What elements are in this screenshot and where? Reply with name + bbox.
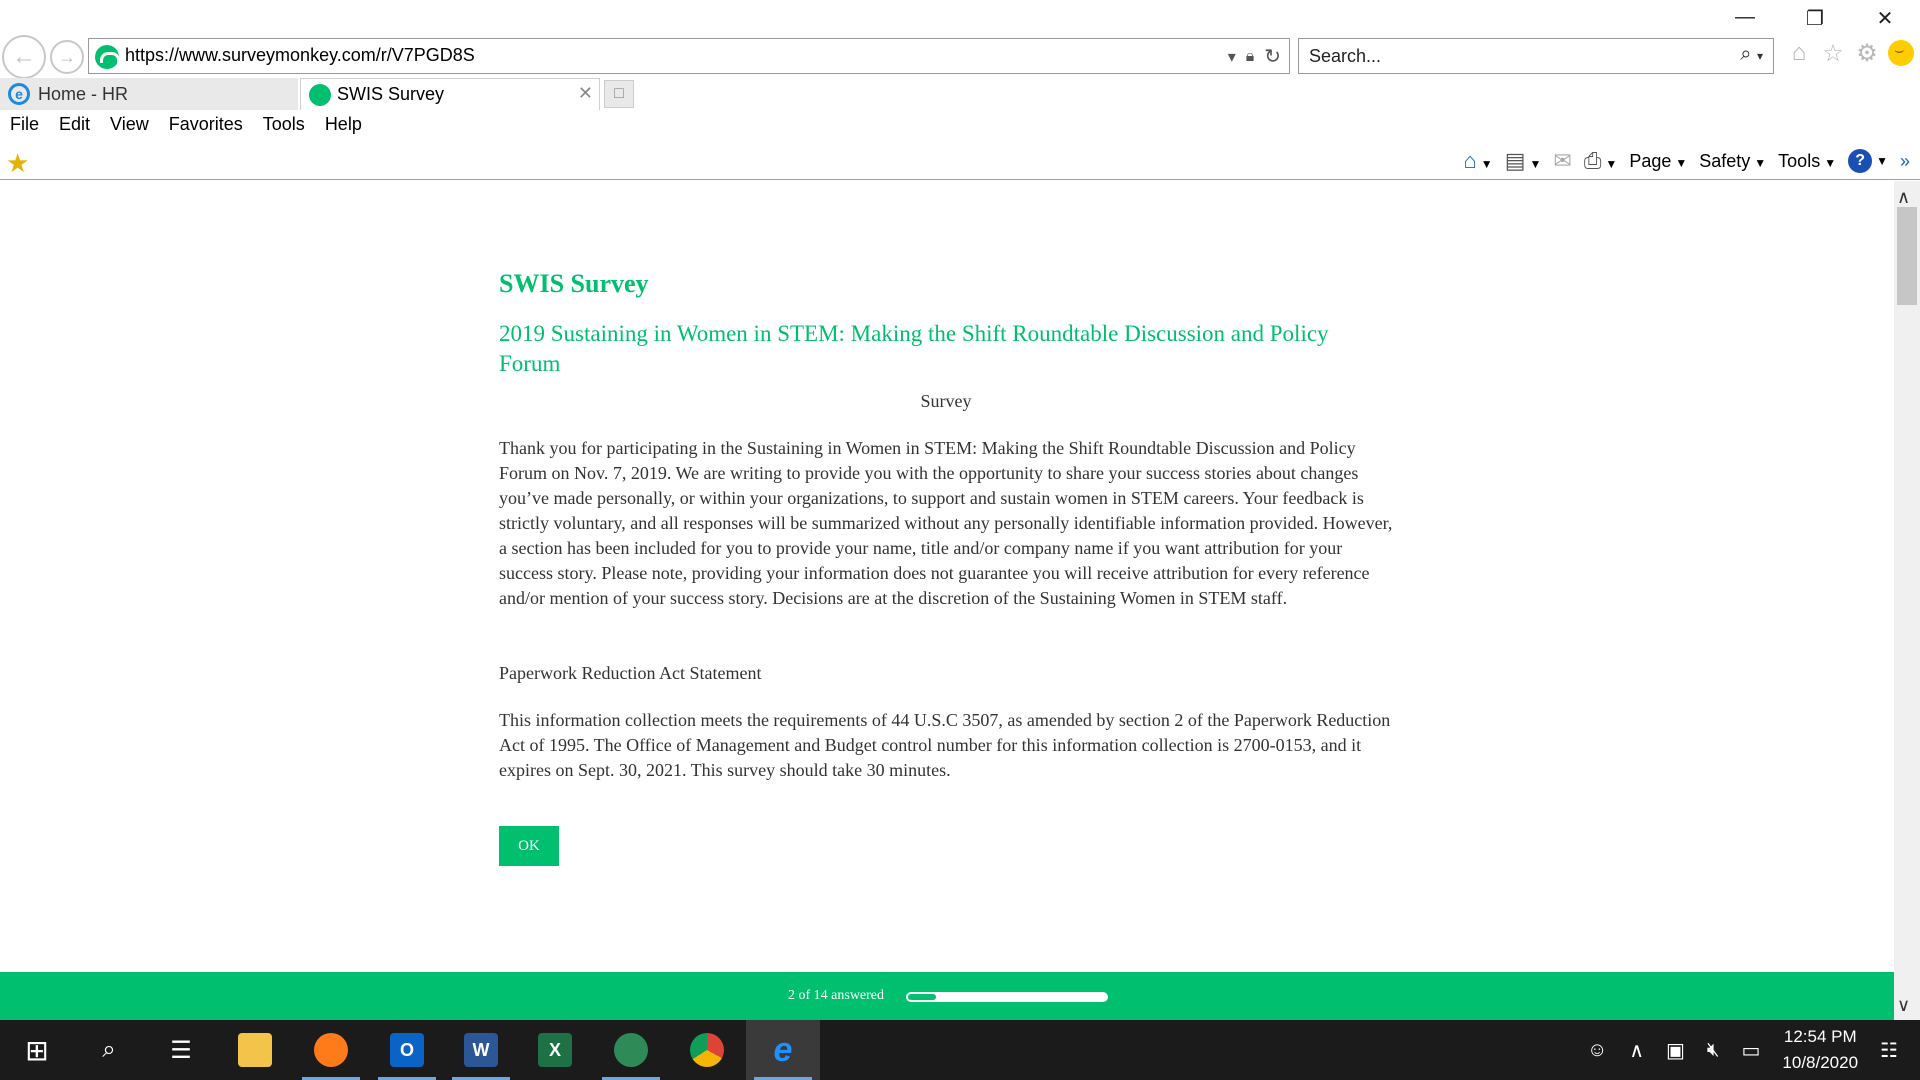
page-content [0,181,1894,971]
command-bar [1464,148,1911,174]
file-explorer-button[interactable] [218,1020,292,1080]
address-bar-icons [1228,44,1281,69]
notifications-icon[interactable]: ☷ [1880,1039,1898,1062]
scroll-down-icon[interactable]: ∨ [1897,995,1911,1015]
tab-strip [0,78,1920,110]
menu-view[interactable]: View [110,114,149,134]
progress-fill [908,994,936,1000]
favorites-star-icon[interactable]: ☆ [1822,39,1844,67]
survey-intro-text: Thank you for participating in the Sustaining in Women in STEM: Making the Shift Roundtable Discussion and Policy Forum on Nov. 7, 2019. We are writing to provide you with the opportunity to share your success stories about changes you’ve made personally, or within your organizations, to support and sustain women in STEM careers. Your feedback is strictly voluntary, and all responses will be summarized without any personally identifiable information provided. However, a section has been included for you to provide your name, title and/or company name if you want attribution for your success story. Please note, providing your information does not guarantee you will receive attribution for every reference and/or mention of your success story. Decisions are at the discretion of the Sustaining Women in STEM staff. [499,438,1393,608]
task-view-button[interactable] [144,1020,218,1080]
menu-tools[interactable]: Tools [262,114,305,134]
vertical-scrollbar[interactable] [1894,181,1920,1020]
globe-app-button[interactable] [594,1020,668,1080]
search-box[interactable] [1298,38,1774,74]
surveymonkey-favicon-icon [95,45,119,69]
settings-gear-icon[interactable]: ⚙ [1856,39,1878,67]
survey-title: SWIS Survey [499,269,649,298]
new-tab-icon: □ [614,85,624,102]
windows-logo-icon: ⊞ [25,1034,49,1066]
progress-track [906,992,1108,1002]
network-icon[interactable]: ▣ [1666,1039,1685,1062]
survey-container [499,269,1393,866]
safety-menu[interactable]: Safety ▼ [1699,150,1767,171]
ie-icon: e [8,83,30,105]
excel-button[interactable] [518,1020,592,1080]
new-tab-button[interactable] [604,80,634,108]
tab-home-hr[interactable] [0,78,298,110]
window-controls [1710,6,1920,31]
survey-subtitle: 2019 Sustaining in Women in STEM: Making the Shift Roundtable Discussion and Policy Forum [499,321,1329,376]
mail-icon[interactable]: ✉ [1553,148,1572,173]
address-bar[interactable] [88,38,1290,74]
forward-arrow-icon: → [58,46,76,67]
pra-text: This information collection meets the requirements of 44 U.S.C 3507, as amended by section 2 of the Paperwork Reduction Act of 1995. The Office of Management and Budget control number for this information collection is 2700-0153, and it expires on Sept. 30, 2021. This survey should take 30 minutes. [499,710,1391,780]
survey-progress-bar [0,972,1894,1020]
ie-taskbar-button[interactable] [746,1020,820,1080]
tools-menu[interactable]: Tools ▼ [1778,150,1837,171]
help-menu[interactable]: ? ▼ [1848,149,1888,173]
windows-taskbar [0,1020,1920,1080]
task-view-icon: ☰ [170,1036,192,1064]
internet-explorer-icon: e [773,1030,793,1069]
menu-file[interactable]: File [10,114,40,134]
chevron-more-icon[interactable]: » [1899,150,1910,171]
refresh-icon[interactable]: ↻ [1264,46,1281,68]
menu-help[interactable]: Help [324,114,362,134]
restore-icon[interactable]: ❐ [1806,8,1824,30]
minimize-icon[interactable]: — [1735,6,1755,28]
people-icon[interactable]: ☺ [1586,1038,1608,1061]
show-hidden-icons-chevron-icon[interactable]: ∧ [1629,1039,1644,1062]
tools-menu-label: Tools [1778,150,1821,171]
forward-button[interactable] [50,40,84,74]
favorites-command-bar [0,146,1920,180]
home-page-icon[interactable]: ⌂ ▼ [1463,148,1493,173]
print-icon[interactable]: ⎙ ▼ [1583,148,1618,173]
feedback-smiley-icon[interactable] [1888,40,1914,66]
back-arrow-icon: ← [12,43,36,70]
menu-edit[interactable]: Edit [59,114,91,134]
browser-chrome [0,0,1920,180]
system-tray [1587,1020,1920,1080]
battery-icon[interactable]: ▭ [1741,1039,1761,1062]
search-input[interactable]: Search... [1309,46,1382,66]
folder-icon [238,1033,272,1067]
pra-heading: Paperwork Reduction Act Statement [499,663,762,683]
menu-bar [0,114,372,140]
close-tab-icon[interactable]: ✕ [577,83,593,103]
word-button[interactable] [444,1020,518,1080]
close-window-icon[interactable]: ✕ [1876,8,1894,30]
page-menu-label: Page [1629,150,1672,171]
ok-button[interactable]: OK [499,826,559,866]
address-row [0,34,1920,78]
dropdown-icon[interactable]: ▾ [1227,48,1236,66]
surveymonkey-icon [309,84,331,106]
progress-text: 2 of 14 answered [788,988,885,1003]
chrome-icon [690,1033,724,1067]
clock-date: 10/8/2020 [1782,1053,1859,1072]
firefox-button[interactable] [294,1020,368,1080]
outlook-button[interactable] [370,1020,444,1080]
search-button[interactable] [72,1020,146,1080]
clock-time: 12:54 PM [1783,1027,1857,1046]
outlook-icon: O [390,1033,424,1067]
back-button[interactable] [2,35,46,79]
home-icon[interactable]: ⌂ [1791,39,1807,66]
scrollbar-thumb[interactable] [1897,207,1917,305]
lock-icon[interactable]: 🔒︎ [1245,47,1255,65]
excel-icon: X [538,1033,572,1067]
page-menu[interactable]: Page ▼ [1629,150,1688,171]
survey-label: Survey [920,391,972,411]
chrome-button[interactable] [670,1020,744,1080]
tab-swis-survey[interactable] [300,78,600,110]
clock[interactable] [1782,1024,1858,1076]
taskbar-search-icon: ⌕ [102,1036,116,1063]
search-icon[interactable]: ⌕ ▾ [1740,43,1763,65]
start-button[interactable] [0,1020,74,1080]
tab-label: Home - HR [38,83,129,104]
volume-muted-icon[interactable]: 🔇︎ [1706,1038,1720,1061]
scroll-up-icon[interactable]: ∧ [1897,187,1911,207]
word-icon: W [464,1033,498,1067]
feeds-icon[interactable]: ▤ ▼ [1504,148,1542,173]
tab-label: SWIS Survey [337,84,445,104]
globe-icon [614,1033,648,1067]
browser-toolbar-right [1786,40,1914,66]
add-favorite-star-icon[interactable]: ★ [6,148,30,178]
help-icon: ? [1848,149,1872,173]
firefox-icon [314,1033,348,1067]
address-url[interactable]: https://www.surveymonkey.com/r/V7PGD8S [125,45,475,65]
menu-favorites[interactable]: Favorites [168,114,243,134]
safety-menu-label: Safety [1699,150,1751,171]
